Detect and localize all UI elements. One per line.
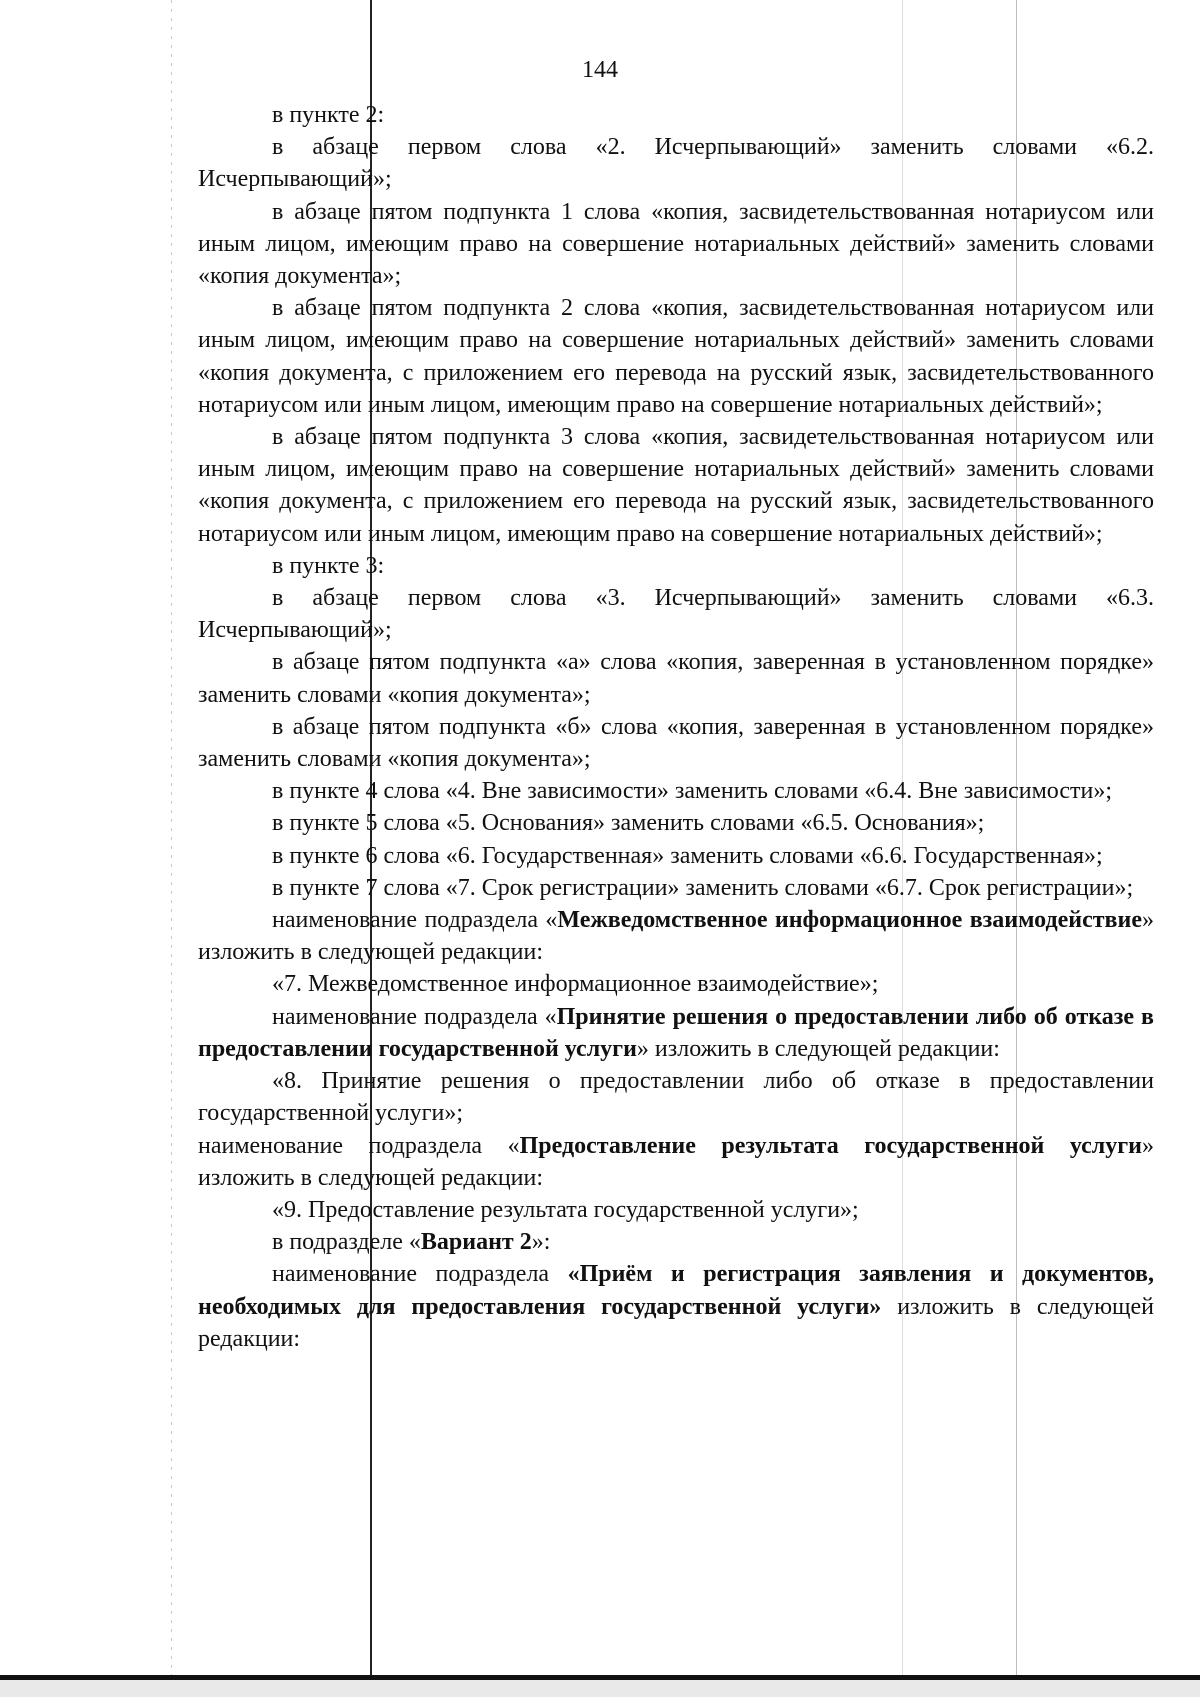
text-run: » изложить в следующей редакции: — [198, 1132, 1154, 1191]
paragraph — [198, 1065, 1154, 1129]
text-run: » изложить в следующей редакции: — [636, 1035, 1000, 1062]
text-run: в абзаце пятом подпункта «а» слова «копия, заверенная в установленном порядке» заменить словами «копия документа»; — [198, 649, 1154, 708]
text-run: «8. Принятие решения о предоставлении либо об отказе в предоставлении государственной услуги»; — [198, 1068, 1154, 1127]
scan-bottom-margin — [0, 1680, 1200, 1697]
paragraph — [198, 131, 1154, 195]
paragraph — [198, 421, 1154, 550]
paragraph — [198, 872, 1154, 904]
text-run: в абзаце пятом подпункта 3 слова «копия, засвидетельствованная нотариусом или иным лицом, имеющим право на совершение нотариальных действий» заменить словами «копия документа, с приложением его перевода на русский язык, засвидетельствованного нотариусом или иным лицом, имеющим право на совершение нотариальных действий»; — [198, 424, 1154, 547]
paragraph — [198, 840, 1154, 872]
text-run: в абзаце первом слова «2. Исчерпывающий» заменить словами «6.2. Исчерпывающий»; — [198, 134, 1154, 193]
bold-text-run: «Приём и регистрация заявления и документов, необходимых для предоставления государственной услуги» — [198, 1261, 1154, 1320]
bold-text-run: Вариант 2 — [420, 1229, 532, 1256]
text-run: наименование подраздела « — [272, 907, 558, 934]
text-run: »: — [531, 1229, 551, 1256]
paragraph — [198, 292, 1154, 421]
paragraph — [198, 807, 1154, 839]
paragraph — [198, 711, 1154, 775]
text-run: в пункте 2: — [272, 102, 385, 128]
text-run: в пункте 6 слова «6. Государственная» заменить словами «6.6. Государственная»; — [272, 842, 1103, 869]
text-run: в пункте 4 слова «4. Вне зависимости» заменить словами «6.4. Вне зависимости»; — [272, 778, 1113, 805]
paragraph — [198, 99, 1154, 131]
text-run: в абзаце первом слова «3. Исчерпывающий» заменить словами «6.3. Исчерпывающий»; — [198, 585, 1154, 644]
text-run: наименование подраздела — [272, 1261, 568, 1288]
document-body — [198, 99, 1154, 1355]
paragraph — [198, 1226, 1154, 1258]
text-run: «7. Межведомственное информационное взаимодействие»; — [272, 971, 879, 998]
paragraph — [198, 775, 1154, 807]
text-run: в пункте 5 слова «5. Основания» заменить словами «6.5. Основания»; — [272, 810, 985, 837]
paragraph — [198, 196, 1154, 293]
text-run: в абзаце пятом подпункта 2 слова «копия, засвидетельствованная нотариусом или иным лицом, имеющим право на совершение нотариальных действий» заменить словами «копия документа, с приложением его перевода на русский язык, засвидетельствованного нотариусом или иным лицом, имеющим право на совершение нотариальных действий»; — [198, 295, 1154, 418]
scan-edge-dots — [171, 0, 172, 1675]
paragraph — [198, 646, 1154, 710]
text-run: наименование подраздела « — [198, 1132, 520, 1159]
paragraph — [198, 1130, 1154, 1194]
text-run: » изложить в следующей редакции: — [198, 907, 1154, 966]
page-number: 144 — [582, 57, 618, 83]
text-run: в пункте 3: — [272, 552, 385, 579]
text-run: в пункте 7 слова «7. Срок регистрации» заменить словами «6.7. Срок регистрации»; — [272, 874, 1134, 901]
paragraph — [198, 550, 1154, 582]
bold-text-run: Принятие решения о предоставлении либо об отказе в предоставлении государственной услуги — [198, 1003, 1154, 1062]
bold-text-run: Межведомственное информационное взаимодействие — [557, 907, 1142, 934]
paragraph — [198, 1001, 1154, 1065]
paragraph — [198, 968, 1154, 1000]
paragraph — [198, 904, 1154, 968]
paragraph — [198, 582, 1154, 646]
paragraph — [198, 1258, 1154, 1355]
text-run: наименование подраздела « — [272, 1003, 557, 1030]
text-run: в подразделе « — [272, 1229, 421, 1256]
text-run: «9. Предоставление результата государственной услуги»; — [272, 1196, 859, 1223]
bold-text-run: Предоставление результата государственной услуги — [519, 1132, 1142, 1159]
text-run: изложить в следующей редакции: — [198, 1293, 1154, 1352]
text-run: в абзаце пятом подпункта «б» слова «копия, заверенная в установленном порядке» заменить словами «копия документа»; — [198, 713, 1154, 773]
text-run: в абзаце пятом подпункта 1 слова «копия, засвидетельствованная нотариусом или иным лицом, имеющим право на совершение нотариальных действий» заменить словами «копия документа»; — [198, 198, 1154, 290]
paragraph — [198, 1194, 1154, 1226]
